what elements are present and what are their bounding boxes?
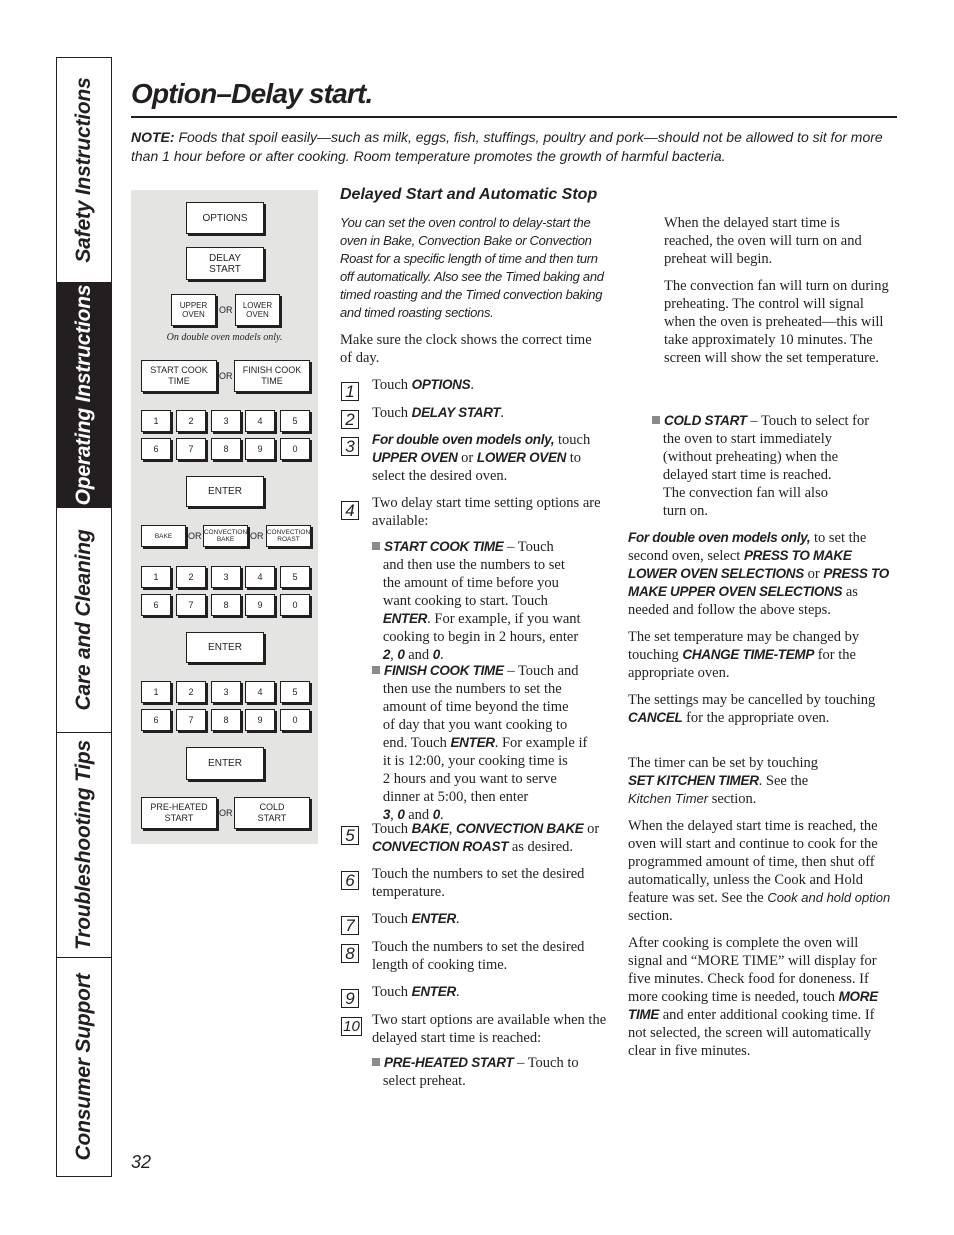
digit-key: 9 — [245, 438, 275, 460]
options-key: OPTIONS — [186, 202, 264, 234]
step-text: Touch ENTER. — [372, 984, 460, 1000]
bullet-cold-start: COLD START – Touch to select for the oven to start immediately (without preheating) when the delayed start time is reached. The convection fan will also turn on. — [652, 413, 870, 519]
tab-label: Consumer Support — [72, 973, 95, 1161]
bake-key: BAKE — [141, 525, 186, 547]
para-timer: The timer can be set by touching SET KITCHEN TIMER. See the Kitchen Timer section. — [628, 755, 819, 807]
step-number: 2 — [341, 410, 359, 429]
step-text: Touch OPTIONS. — [372, 377, 474, 393]
double-oven-note: On double oven models only. — [166, 332, 283, 343]
digit-key: 1 — [141, 566, 171, 588]
title-rule — [131, 116, 897, 118]
para-change-temp: The set temperature may be changed by touching CHANGE TIME-TEMP for the appropriate oven. — [628, 629, 860, 681]
step-number: 4 — [341, 501, 359, 520]
para-convection-fan: The convection fan will turn on during preheating. The control will signal when the oven is preheated—this will take approximately 10 minutes. The screen will show the set temperature. — [664, 278, 889, 366]
page-title: Option–Delay start. — [131, 78, 373, 109]
step-text: Touch BAKE, CONVECTION BAKE or CONVECTION ROAST as desired. — [372, 821, 600, 855]
delay-start-key: DELAY START — [186, 247, 264, 280]
note-text: Foods that spoil easily—such as milk, eggs, fish, stuffings, poultry and pork—should not be allowed to sit for more than 1 hour before or after cooking. Room temperature promotes the growth of harmful bacteria. — [131, 129, 883, 164]
safety-note — [131, 128, 891, 166]
or-label: OR — [219, 371, 233, 381]
step-text: Touch DELAY START. — [372, 405, 504, 421]
digit-key: 4 — [245, 410, 275, 432]
tab-troubleshooting-tips[interactable] — [57, 733, 111, 958]
page-number: 32 — [131, 1152, 152, 1172]
para-delayed-start-reached: When the delayed start time is reached, the oven will turn on and preheat will begin. — [664, 215, 862, 267]
or-label: OR — [219, 808, 233, 818]
digit-key: 6 — [141, 709, 171, 731]
note-label: NOTE: — [131, 129, 175, 145]
section-tabs — [56, 57, 112, 1177]
digit-key: 3 — [211, 681, 241, 703]
step-number: 1 — [341, 382, 359, 401]
step-number: 6 — [341, 871, 359, 890]
step-text: Two start options are available when the delayed start time is reached: — [372, 1012, 607, 1046]
tab-safety-instructions[interactable] — [57, 58, 111, 283]
step-text: Touch the numbers to set the desired length of cooking time. — [372, 939, 585, 973]
finish-cook-time-key: FINISH COOK TIME — [234, 360, 310, 392]
lower-oven-key: LOWER OVEN — [235, 294, 280, 326]
digit-key: 1 — [141, 681, 171, 703]
convection-bake-key: CONVECTION BAKE — [203, 525, 248, 547]
digit-key: 2 — [176, 410, 206, 432]
bullet-finish-cook-time: FINISH COOK TIME – Touch and then use the numbers to set the amount of time beyond the time of day that you want cooking to end. Touch ENTER. For example if it is 12:00, your cooking time is 2 hours and you want to serve dinner at 5:00, then enter 3, 0 and 0. — [372, 663, 588, 823]
section-heading: Delayed Start and Automatic Stop — [340, 186, 598, 203]
tab-label: Care and Cleaning — [72, 529, 95, 711]
digit-key: 6 — [141, 594, 171, 616]
digit-key: 2 — [176, 566, 206, 588]
para-double-oven: For double oven models only, to set the second oven, select PRESS TO MAKE LOWER OVEN SELECTIONS or PRESS TO MAKE UPPER OVEN SELECTIONS as needed and follow the above steps. — [628, 530, 889, 618]
cold-start-key: COLD START — [234, 797, 310, 829]
pre-heated-start-key: PRE-HEATED START — [141, 797, 217, 829]
para-cancel: The settings may be cancelled by touching CANCEL for the appropriate oven. — [628, 692, 876, 726]
or-label: OR — [219, 305, 233, 315]
tab-consumer-support[interactable] — [57, 958, 111, 1176]
step-text: Two delay start time setting options are available: — [372, 495, 601, 529]
step-text: For double oven models only, touch UPPER OVEN or LOWER OVEN to select the desired oven. — [372, 432, 591, 484]
digit-key: 8 — [211, 594, 241, 616]
convection-roast-key: CONVECTION ROAST — [266, 525, 311, 547]
or-label: OR — [188, 531, 202, 541]
digit-key: 5 — [280, 410, 310, 432]
digit-key: 3 — [211, 410, 241, 432]
digit-key: 7 — [176, 594, 206, 616]
step-number: 5 — [341, 826, 359, 845]
digit-key: 0 — [280, 709, 310, 731]
digit-key: 8 — [211, 709, 241, 731]
digit-key: 5 — [280, 566, 310, 588]
digit-key: 3 — [211, 566, 241, 588]
step-text: Touch ENTER. — [372, 911, 460, 927]
step-text: Touch the numbers to set the desired temperature. — [372, 866, 585, 900]
tab-care-and-cleaning[interactable] — [57, 508, 111, 733]
digit-key: 7 — [176, 438, 206, 460]
digit-key: 0 — [280, 438, 310, 460]
digit-key: 4 — [245, 681, 275, 703]
digit-key: 7 — [176, 709, 206, 731]
clock-note: Make sure the clock shows the correct time of day. — [340, 332, 592, 366]
start-cook-time-key: START COOK TIME — [141, 360, 217, 392]
digit-key: 5 — [280, 681, 310, 703]
keypad-illustration — [131, 190, 318, 844]
step-number: 8 — [341, 944, 359, 963]
tab-label: Operating Instructions — [72, 284, 95, 506]
bullet-start-cook-time: START COOK TIME – Touch and then use the numbers to set the amount of time before you want cooking to start. Touch ENTER. For example, if you want cooking to begin in 2 hours, enter 2, 0 and 0. — [372, 539, 581, 663]
step-number: 7 — [341, 916, 359, 935]
digit-key: 1 — [141, 410, 171, 432]
bullet-pre-heated-start: PRE-HEATED START – Touch to select preheat. — [372, 1055, 579, 1089]
step-number: 9 — [341, 989, 359, 1008]
tab-label: Troubleshooting Tips — [72, 740, 95, 950]
step-number: 10 — [341, 1017, 362, 1036]
enter-key: ENTER — [186, 632, 264, 663]
digit-key: 0 — [280, 594, 310, 616]
digit-key: 9 — [245, 709, 275, 731]
tab-label: Safety Instructions — [72, 77, 95, 263]
tab-operating-instructions[interactable] — [57, 283, 111, 508]
para-more-time: After cooking is complete the oven will signal and “MORE TIME” will display for five minutes. Check food for doneness. If more cooking time is needed, touch MORE TIME and enter additional cooking time. If not selected, the screen will automatically clear in five minutes. — [628, 935, 878, 1059]
intro-text: You can set the oven control to delay-start the oven in Bake, Convection Bake or Convection Roast for a specific length of time and then turn off automatically. Also see the Timed baking and timed roasting and the Timed convection baking and timed roasting sections. — [340, 215, 604, 320]
digit-key: 9 — [245, 594, 275, 616]
digit-key: 2 — [176, 681, 206, 703]
enter-key: ENTER — [186, 476, 264, 507]
enter-key: ENTER — [186, 747, 264, 780]
digit-key: 4 — [245, 566, 275, 588]
step-number: 3 — [341, 437, 359, 456]
upper-oven-key: UPPER OVEN — [171, 294, 216, 326]
or-label: OR — [250, 531, 264, 541]
para-auto-stop: When the delayed start time is reached, the oven will start and continue to cook for the programmed amount of time, then shut off automatically, unless the Cook and Hold feature was set. See the Cook and hold option section. — [628, 818, 891, 924]
digit-key: 8 — [211, 438, 241, 460]
digit-key: 6 — [141, 438, 171, 460]
